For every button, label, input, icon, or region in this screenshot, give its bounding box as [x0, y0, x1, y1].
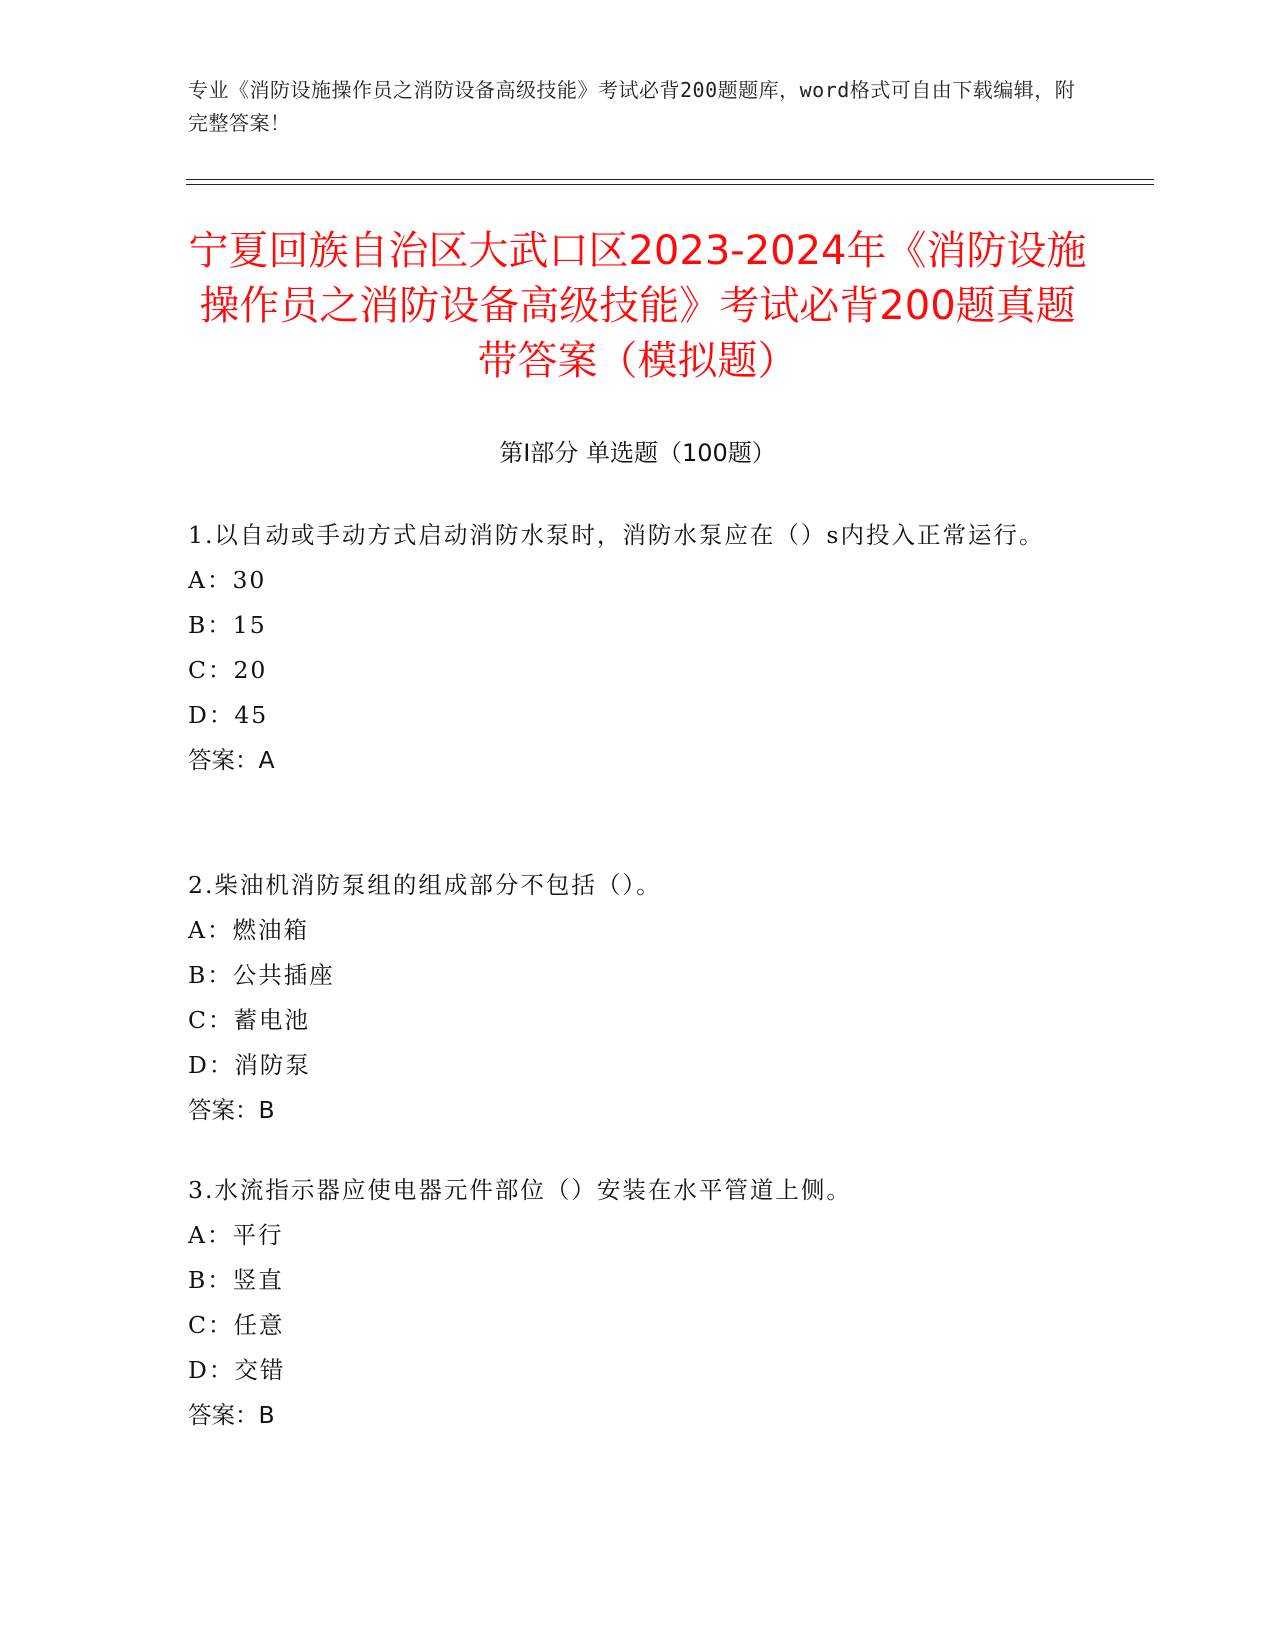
option-a: A：平行 — [188, 1221, 284, 1249]
question-stem: 3.水流指示器应使电器元件部位（）安装在水平管道上侧。 — [188, 1176, 852, 1204]
question-1 — [188, 513, 1088, 783]
option-b: B：竖直 — [188, 1266, 284, 1294]
header-divider-top — [186, 179, 1154, 180]
option-a: A：30 — [188, 566, 267, 594]
option-b: B：15 — [188, 611, 267, 639]
header-divider-bottom — [186, 184, 1154, 185]
option-d: D：45 — [188, 701, 269, 729]
option-c: C：蓄电池 — [188, 1006, 310, 1034]
question-3 — [188, 1168, 1088, 1438]
option-list — [188, 1213, 1088, 1393]
answer: 答案：A — [188, 746, 275, 774]
option-a: A：燃油箱 — [188, 916, 309, 944]
option-list — [188, 908, 1088, 1088]
document-title: 宁夏回族自治区大武口区2023-2024年《消防设施操作员之消防设备高级技能》考试必背200题真题带答案（模拟题） — [188, 228, 1087, 384]
answer: 答案：B — [188, 1401, 275, 1429]
option-list — [188, 558, 1088, 738]
section-heading: 第Ⅰ部分 单选题（100题） — [499, 439, 776, 467]
question-2 — [188, 863, 1088, 1133]
header-note: 专业《消防设施操作员之消防设备高级技能》考试必背200题题库，word格式可自由下载编辑，附完整答案！ — [188, 78, 1076, 135]
question-stem: 1.以自动或手动方式启动消防水泵时，消防水泵应在（）s内投入正常运行。 — [188, 521, 1045, 549]
option-c: C：任意 — [188, 1311, 285, 1339]
option-c: C：20 — [188, 656, 268, 684]
option-b: B：公共插座 — [188, 961, 335, 989]
option-d: D：消防泵 — [188, 1051, 311, 1079]
option-d: D：交错 — [188, 1356, 286, 1384]
answer: 答案：B — [188, 1096, 275, 1124]
question-stem: 2.柴油机消防泵组的组成部分不包括（）。 — [188, 871, 662, 899]
